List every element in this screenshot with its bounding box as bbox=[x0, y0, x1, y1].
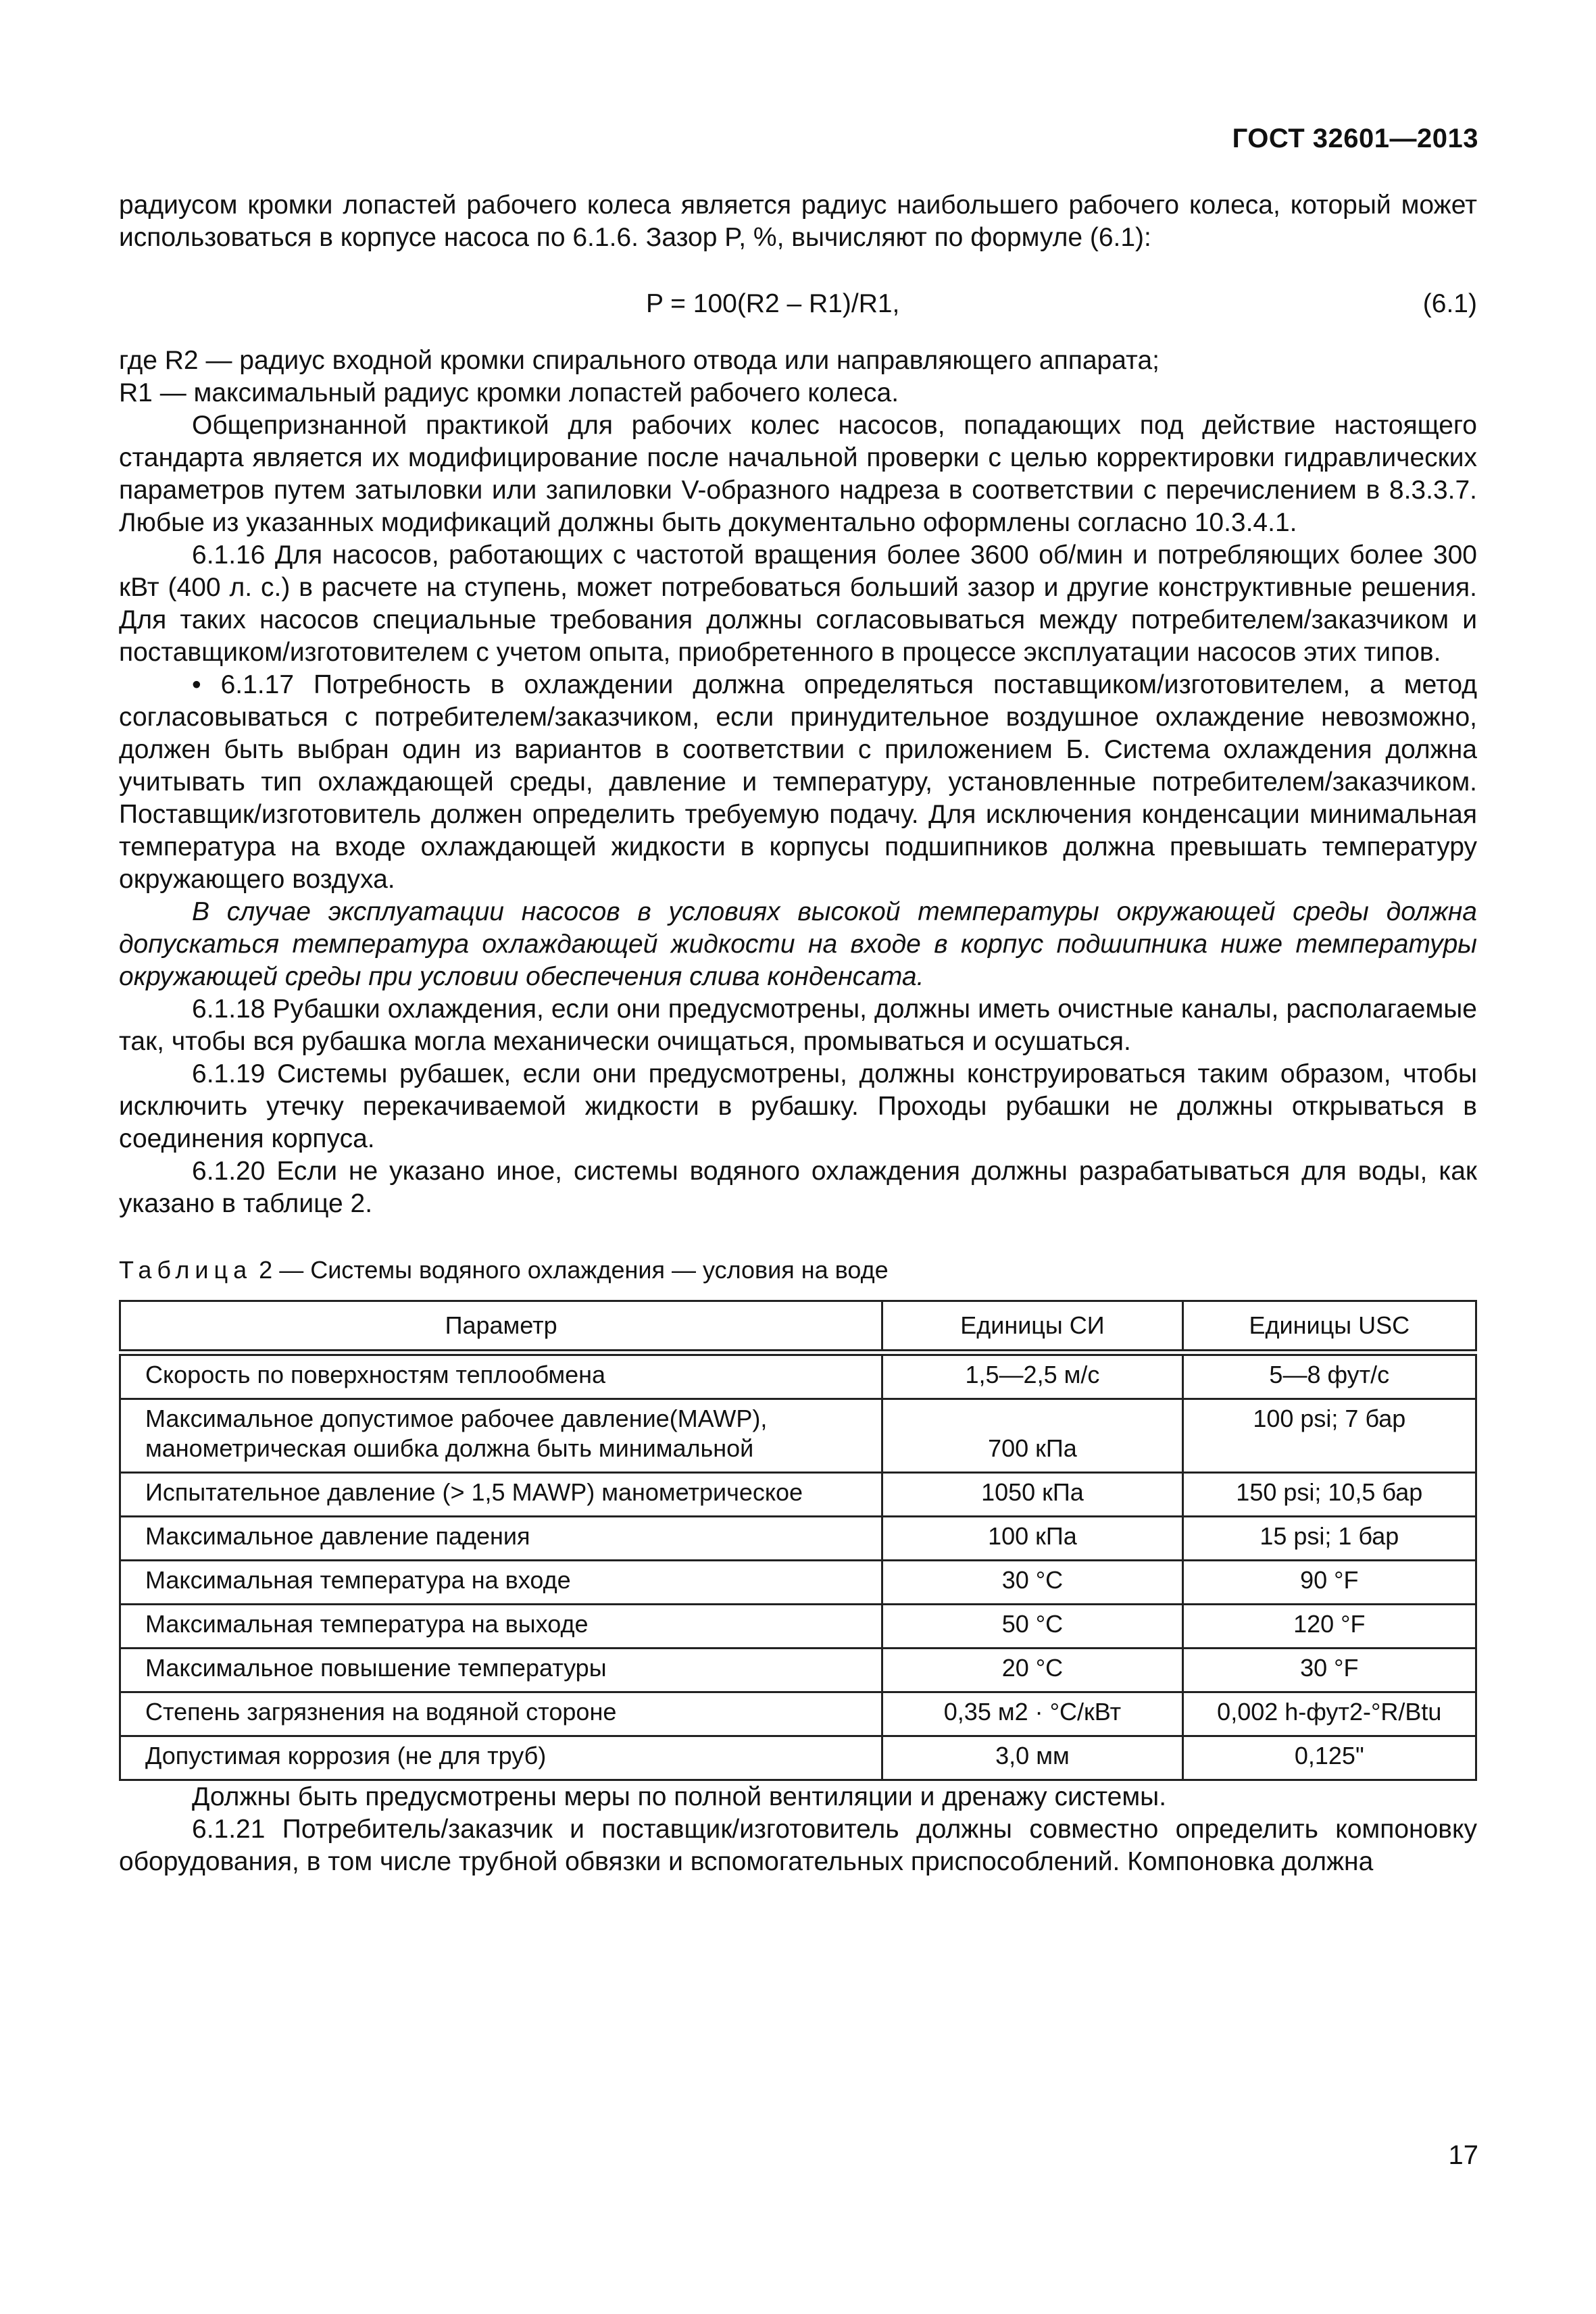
formula-expression: P = 100(R2 – R1)/R1, bbox=[646, 289, 900, 318]
cell-si: 0,35 м2 · °С/кВт bbox=[882, 1692, 1182, 1736]
cell-si: 50 °С bbox=[882, 1605, 1182, 1649]
cell-usc: 100 psi; 7 бар bbox=[1182, 1399, 1476, 1473]
table-row bbox=[120, 1561, 1476, 1605]
main-content bbox=[119, 189, 1477, 1878]
formula-number: (6.1) bbox=[1422, 289, 1477, 318]
cell-si: 30 °С bbox=[882, 1561, 1182, 1605]
table-row bbox=[120, 1692, 1476, 1736]
where-r2: где R2 — радиус входной кромки спирального отвода или направляющего аппарата; bbox=[119, 346, 1159, 375]
cell-parameter: Максимальное повышение температуры bbox=[120, 1649, 882, 1692]
cell-usc: 5—8 фут/с bbox=[1182, 1353, 1476, 1399]
table-row bbox=[120, 1517, 1476, 1561]
document-code: ГОСТ 32601—2013 bbox=[1232, 124, 1478, 153]
table-row bbox=[120, 1649, 1476, 1692]
paragraph-6-1-19: 6.1.19 Системы рубашек, если они предусмотрены, должны конструироваться таким образом, чтобы исключить утечку перекачиваемой жидкости в рубашку. Проходы рубашки не должны открываться в соединения корпуса. bbox=[119, 1059, 1477, 1153]
cell-parameter: Скорость по поверхностям теплообмена bbox=[120, 1353, 882, 1399]
table-caption-label: Таблица bbox=[119, 1256, 253, 1284]
cell-si: 3,0 мм bbox=[882, 1736, 1182, 1780]
cell-parameter: Степень загрязнения на водяной стороне bbox=[120, 1692, 882, 1736]
cell-parameter: Максимальное давление падения bbox=[120, 1517, 882, 1561]
page-number: 17 bbox=[1448, 2140, 1478, 2170]
paragraph-ventilation: Должны быть предусмотрены меры по полной вентиляции и дренажу системы. bbox=[192, 1782, 1167, 1811]
paragraph-6-1-17: • 6.1.17 Потребность в охлаждении должна определяться поставщиком/изготовителем, а метод согласовываться с потребителем/заказчиком, если принудительное воздушное охлаждение невозможно, должен быть выбран один из вариантов в соответствии с приложением Б. Система охлаждения должна учитывать тип охлаждающей среды, давление и температуру, установленные потребителем/заказчиком. Поставщик/изготовитель должен определить требуемую подачу. Для исключения конденсации минимальная температура на входе охлаждающей жидкости в корпусы подшипников должна превышать температуру окружающего воздуха. bbox=[119, 670, 1477, 894]
table-row bbox=[120, 1473, 1476, 1517]
table-caption bbox=[119, 1255, 1477, 1285]
table-row bbox=[120, 1605, 1476, 1649]
table-caption-text: 2 — Системы водяного охлаждения — условия на воде bbox=[259, 1256, 889, 1284]
intro-paragraph: радиусом кромки лопастей рабочего колеса является радиус наибольшего рабочего колеса, который может использоваться в корпусе насоса по 6.1.6. Зазор P, %, вычисляют по формуле (6.1): bbox=[119, 191, 1477, 252]
cell-si: 700 кПа bbox=[882, 1399, 1182, 1473]
paragraph-note-italic: В случае эксплуатации насосов в условиях высокой температуры окружающей среды должна допускаться температура охлаждающей жидкости на входе в корпус подшипника ниже температуры окружающей среды при условии обеспечения слива конденсата. bbox=[119, 897, 1477, 991]
cell-parameter: Испытательное давление (> 1,5 MAWP) манометрическое bbox=[120, 1473, 882, 1517]
header-usc-units: Единицы USC bbox=[1182, 1301, 1476, 1353]
paragraph-6-1-20: 6.1.20 Если не указано иное, системы водяного охлаждения должны разрабатываться для воды, как указано в таблице 2. bbox=[119, 1157, 1477, 1218]
cell-parameter: Допустимая коррозия (не для труб) bbox=[120, 1736, 882, 1780]
where-r1: R1 — максимальный радиус кромки лопастей рабочего колеса. bbox=[119, 378, 899, 407]
cell-parameter: Максимальная температура на входе bbox=[120, 1561, 882, 1605]
paragraph-practice: Общепризнанной практикой для рабочих колес насосов, попадающих под действие настоящего стандарта является их модифицирование после начальной проверки с целью корректировки гидравлических параметров путем затыловки или запиловки V-образного надреза в соответствии с перечислением в 8.3.3.7. Любые из указанных модификаций должны быть документально оформлены согласно 10.3.4.1. bbox=[119, 411, 1477, 537]
table-row bbox=[120, 1399, 1476, 1473]
cell-usc: 0,125" bbox=[1182, 1736, 1476, 1780]
cell-usc: 150 psi; 10,5 бар bbox=[1182, 1473, 1476, 1517]
formula-block bbox=[119, 288, 1477, 335]
paragraph-6-1-16: 6.1.16 Для насосов, работающих с частотой вращения более 3600 об/мин и потребляющих более 300 кВт (400 л. с.) в расчете на ступень, может потребоваться больший зазор и другие конструктивные решения. Для таких насосов специальные требования должны согласовываться между потребителем/заказчиком и поставщиком/изготовителем с учетом опыта, приобретенного в процессе эксплуатации насосов этих типов. bbox=[119, 540, 1477, 667]
cell-parameter: Максимальная температура на выходе bbox=[120, 1605, 882, 1649]
cell-usc: 15 psi; 1 бар bbox=[1182, 1517, 1476, 1561]
cell-si: 1050 кПа bbox=[882, 1473, 1182, 1517]
paragraph-6-1-18: 6.1.18 Рубашки охлаждения, если они предусмотрены, должны иметь очистные каналы, располагаемые так, чтобы вся рубашка могла механически очищаться, промываться и осушаться. bbox=[119, 995, 1477, 1056]
table-row bbox=[120, 1353, 1476, 1399]
cell-usc: 120 °F bbox=[1182, 1605, 1476, 1649]
paragraph-6-1-21: 6.1.21 Потребитель/заказчик и поставщик/изготовитель должны совместно определить компоновку оборудования, в том числе трубной обвязки и вспомогательных приспособлений. Компоновка должна bbox=[119, 1815, 1477, 1876]
cell-si: 20 °С bbox=[882, 1649, 1182, 1692]
header-parameter: Параметр bbox=[120, 1301, 882, 1353]
cell-si: 1,5—2,5 м/с bbox=[882, 1353, 1182, 1399]
header-si-units: Единицы СИ bbox=[882, 1301, 1182, 1353]
cell-usc: 0,002 h-фут2-°R/Btu bbox=[1182, 1692, 1476, 1736]
cell-si: 100 кПа bbox=[882, 1517, 1182, 1561]
cell-usc: 30 °F bbox=[1182, 1649, 1476, 1692]
table-row bbox=[120, 1736, 1476, 1780]
cooling-conditions-table bbox=[119, 1300, 1477, 1781]
table-header-row bbox=[120, 1301, 1476, 1353]
cell-usc: 90 °F bbox=[1182, 1561, 1476, 1605]
cell-parameter: Максимальное допустимое рабочее давление(MAWP), манометрическая ошибка должна быть минимальной bbox=[120, 1399, 882, 1473]
